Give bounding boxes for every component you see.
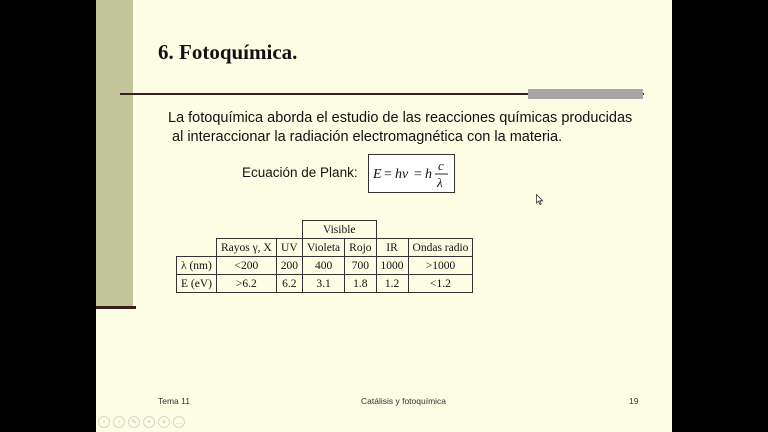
slideshow-controls	[98, 416, 185, 428]
visible-group-header: Visible	[302, 221, 376, 239]
menu-icon[interactable]: …	[173, 416, 185, 428]
svg-text:hν: hν	[395, 167, 409, 182]
column-header: Violeta	[302, 239, 344, 257]
table-row	[177, 257, 473, 275]
decorative-left-bar	[96, 0, 133, 308]
decorative-left-bar-line	[96, 306, 136, 309]
table-cell: 400	[302, 257, 344, 275]
intro-line-1: La fotoquímica aborda el estudio de las reacciones químicas producidas	[168, 110, 633, 126]
column-header: UV	[276, 239, 302, 257]
pen-icon[interactable]: ✎	[128, 416, 140, 428]
row-header: E (eV)	[177, 275, 217, 293]
table-cell: <1.2	[408, 275, 473, 293]
column-header: Ondas radio	[408, 239, 473, 257]
page-number: 19	[629, 396, 639, 406]
plank-equation	[368, 154, 455, 193]
zoom-icon[interactable]: +	[158, 416, 170, 428]
row-header: λ (nm)	[177, 257, 217, 275]
table-cell: 1.2	[376, 275, 408, 293]
column-header: IR	[376, 239, 408, 257]
table-group-row	[177, 221, 473, 239]
intro-text	[168, 109, 638, 147]
svg-text:=: =	[414, 167, 422, 182]
svg-text:=: =	[384, 167, 392, 182]
title-rule-accent	[528, 89, 643, 99]
table-cell: <200	[216, 257, 276, 275]
svg-text:c: c	[438, 158, 444, 173]
footer-center: Catálisis y fotoquímica	[361, 396, 447, 406]
equation-label: Ecuación de Plank:	[242, 165, 358, 180]
column-header: Rayos γ, X	[216, 239, 276, 257]
column-header: Rojo	[345, 239, 376, 257]
next-icon[interactable]: ›	[113, 416, 125, 428]
table-cell: 700	[345, 257, 376, 275]
table-cell: >6.2	[216, 275, 276, 293]
svg-text:E: E	[373, 167, 382, 182]
slide-title: 6. Fotoquímica.	[158, 40, 298, 64]
table-row	[177, 275, 473, 293]
prev-icon[interactable]: ‹	[98, 416, 110, 428]
pointer-icon[interactable]: •	[143, 416, 155, 428]
slide	[96, 0, 672, 432]
intro-line-2: al interaccionar la radiación electromagnética con la materia.	[172, 129, 563, 145]
table-cell: 1.8	[345, 275, 376, 293]
footer-left: Tema 11	[158, 396, 190, 406]
table-cell: 1000	[376, 257, 408, 275]
spectrum-table	[176, 220, 473, 293]
table-header-row	[177, 239, 473, 257]
table-cell: 200	[276, 257, 302, 275]
svg-text:λ: λ	[437, 175, 443, 190]
mouse-cursor-icon	[536, 194, 544, 206]
table-cell: 3.1	[302, 275, 344, 293]
equation-graphic	[369, 155, 454, 192]
table-cell: 6.2	[276, 275, 302, 293]
svg-text:h: h	[425, 167, 432, 182]
table-cell: >1000	[408, 257, 473, 275]
